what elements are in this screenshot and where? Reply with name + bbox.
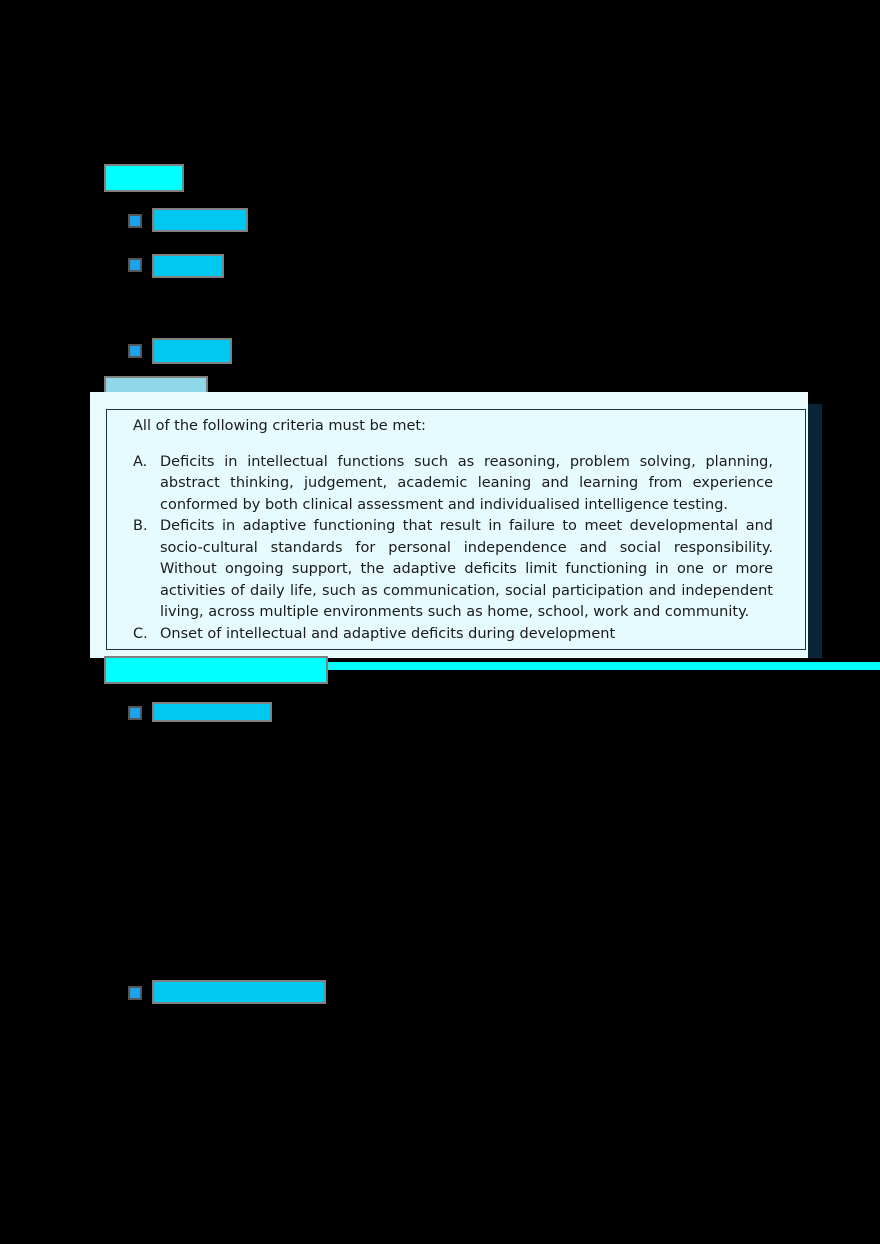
- bullet-text-redacted: [152, 208, 248, 232]
- bullet-icon: [128, 986, 142, 1000]
- bullet-icon: [128, 258, 142, 272]
- bullet-text-redacted: [152, 338, 232, 364]
- bullet-text-redacted: [152, 980, 326, 1004]
- criteria-box: [106, 409, 806, 650]
- criterion-label: C.: [133, 625, 148, 642]
- bullet-text-redacted: [152, 254, 224, 278]
- criterion-label: B.: [133, 518, 148, 534]
- bullet-icon: [128, 214, 142, 228]
- criterion-b: [133, 516, 773, 624]
- criterion-c: [133, 624, 773, 646]
- criteria-intro: All of the following criteria must be met:: [133, 418, 426, 434]
- criterion-a: [133, 452, 773, 517]
- box-shadow: [808, 404, 822, 658]
- section-heading-redacted: [104, 164, 184, 192]
- criterion-text: Deficits in intellectual functions such as reasoning, problem solving, planning, abstract thinking, judgement, academic leaning and learning from experience conformed by both clinical assessment and individualised intelligence testing.: [160, 453, 773, 513]
- criterion-label: A.: [133, 453, 148, 470]
- bullet-icon: [128, 706, 142, 720]
- bullet-icon: [128, 344, 142, 358]
- criterion-text: Deficits in adaptive functioning that result in failure to meet developmental and socio-cultural standards for personal independence and social responsibility. Without ongoing support, the adaptive deficits limit functioning in one or more activities of daily life, such as communication, social participation and independent living, across multiple environments such as home, school, work and community.: [160, 518, 773, 620]
- bullet-text-redacted: [152, 702, 272, 722]
- section-heading-redacted: [104, 656, 328, 684]
- criterion-text: Onset of intellectual and adaptive deficits during development: [160, 625, 616, 642]
